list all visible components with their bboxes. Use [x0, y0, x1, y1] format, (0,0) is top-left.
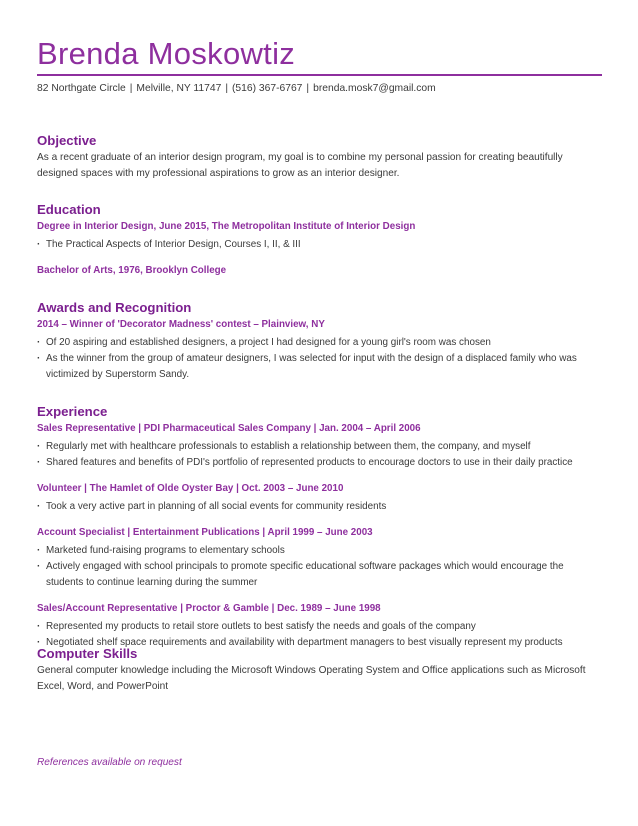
education-section [37, 201, 603, 278]
list-item: · As the winner from the group of amateur designers, I was selected for input with the design of a displaced family who was victimized by Superstorm Sandy. [37, 351, 603, 383]
job-title: Account Specialist | Entertainment Publications | April 1999 – June 2003 [37, 527, 373, 538]
references-section [37, 752, 603, 770]
list-item: · Of 20 aspiring and established designers, a project I had designed for a young girl's room was chosen [37, 335, 603, 351]
skills-text: General computer knowledge including the Microsoft Windows Operating System and Office applications such as Microsoft Excel, Word, and PowerPoint [37, 665, 586, 692]
objective-section [37, 132, 603, 182]
education-degree-1-list [37, 237, 603, 253]
objective-text: As a recent graduate of an interior design program, my goal is to combine my personal passion for creating beautifully designed spaces with my professional aspirations to grow as an interior designer. [37, 152, 563, 179]
awards-section [37, 299, 603, 383]
contact-phone: (516) 367-6767 [232, 83, 303, 94]
experience-heading: Experience [37, 404, 108, 419]
contact-line [37, 82, 603, 96]
job-list [37, 439, 603, 471]
list-item: · Took a very active part in planning of all social events for community residents [37, 499, 603, 515]
contact-separator: | [129, 83, 133, 94]
job-list [37, 499, 603, 515]
job-title: Volunteer | The Hamlet of Olde Oyster Bay | Oct. 2003 – June 2010 [37, 483, 344, 494]
contact-separator: | [306, 83, 310, 94]
job-title: Sales Representative | PDI Pharmaceutical Sales Company | Jan. 2004 – April 2006 [37, 423, 421, 434]
list-item: · Marketed fund-raising programs to elementary schools [37, 543, 603, 559]
list-item: · Actively engaged with school principals to promote specific educational software packages which would encourage the students to continue learning during the summer [37, 559, 603, 591]
contact-separator: | [225, 83, 228, 94]
list-item: · Shared features and benefits of PDI's portfolio of represented products to encourage doctors to use in their daily practice [37, 455, 603, 471]
list-item: · Negotiated shelf space requirements and availability with department managers to best visually represent my products [37, 635, 603, 651]
skills-heading: Computer Skills [37, 646, 138, 661]
experience-section [37, 403, 603, 651]
list-item: · Regularly met with healthcare professionals to establish a relationship between them, the company, and myself [37, 439, 603, 455]
objective-heading: Objective [37, 133, 97, 148]
job-title: Sales/Account Representative | Proctor & Gamble | Dec. 1989 – June 1998 [37, 603, 381, 614]
contact-city: Melville, NY 11747 [136, 83, 222, 94]
job-list [37, 543, 603, 591]
header-rule [37, 74, 602, 76]
contact-email: brenda.mosk7@gmail.com [313, 83, 436, 94]
candidate-name: Brenda Moskowtiz [37, 36, 296, 71]
list-item: · The Practical Aspects of Interior Design, Courses I, II, & III [37, 237, 603, 253]
awards-list [37, 335, 603, 383]
award-title: 2014 – Winner of 'Decorator Madness' contest – Plainview, NY [37, 319, 325, 330]
resume-page [37, 36, 603, 768]
education-degree-1: Degree in Interior Design, June 2015, The Metropolitan Institute of Interior Design [37, 221, 416, 232]
contact-address: 82 Northgate Circle [37, 83, 126, 94]
awards-heading: Awards and Recognition [37, 300, 192, 315]
list-item: · Represented my products to retail store outlets to best satisfy the needs and goals of the company [37, 619, 603, 635]
skills-section [37, 645, 603, 695]
education-heading: Education [37, 202, 101, 217]
education-degree-2: Bachelor of Arts, 1976, Brooklyn College [37, 265, 227, 276]
references-note: References available on request [37, 757, 182, 768]
